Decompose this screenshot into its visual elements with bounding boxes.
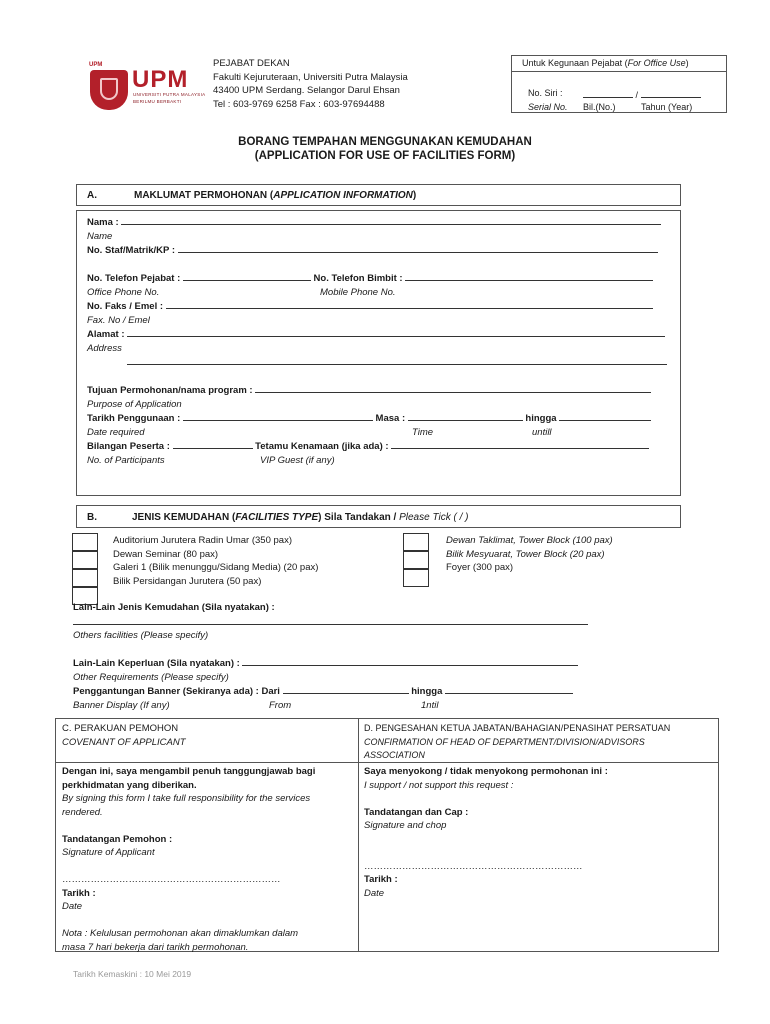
other-requirements-label-en: Other Requirements (Please specify): [73, 671, 229, 683]
updated-date: Tarikh Kemaskini : 10 Mei 2019: [73, 969, 192, 979]
section-d-header: [364, 722, 670, 763]
facility-checkbox-mesyuarat[interactable]: [403, 551, 429, 569]
logo-text: UPM: [132, 66, 189, 93]
banner-labels-en: Banner Display (If any) From 1ntil: [73, 699, 439, 711]
covenant-text-en: By signing this form I take full responsibility for the services: [62, 793, 311, 804]
shield-inner-icon: [100, 78, 118, 100]
section-c-title: C. PERAKUAN PEMOHON: [62, 723, 179, 734]
section-b-title: JENIS KEMUDAHAN (FACILITIES TYPE) Sila Tandakan / Please Tick ( / ): [132, 512, 469, 523]
tahun-label: Tahun (Year): [641, 102, 693, 112]
section-d-title: D. PENGESAHAN KETUA JABATAN/BAHAGIAN/PENASIHAT PERSATUAN: [364, 723, 671, 733]
address-row-2[interactable]: [87, 355, 667, 370]
form-title-english: (APPLICATION FOR USE OF FACILITIES FORM): [254, 149, 516, 162]
facility-item: Auditorium Jurutera Radin Umar (350 pax): [113, 535, 292, 546]
others-section: [73, 601, 588, 712]
facility-item: Galeri 1 (Bilik menunggu/Sidang Media) (20 pax): [113, 562, 319, 573]
applicant-date-label: Tarikh :: [62, 887, 96, 899]
banner-row[interactable]: Penggantungan Banner (Sekiranya ada) : Dari hingga: [73, 684, 588, 699]
purpose-label-en: Purpose of Application: [87, 398, 182, 410]
left-facility-list: [113, 534, 318, 588]
date-time-row[interactable]: Tarikh Penggunaan : Masa : hingga: [87, 411, 667, 426]
other-requirements-row[interactable]: Lain-Lain Keperluan (Sila nyatakan) :: [73, 656, 588, 671]
support-label: Saya menyokong / tidak menyokong permohonan ini :: [364, 766, 608, 777]
name-row[interactable]: Nama :: [87, 215, 667, 230]
participants-row[interactable]: Bilangan Peserta : Tetamu Kenamaan (jika ada) :: [87, 439, 667, 454]
head-signature-label: Tandatangan dan Cap :: [364, 806, 469, 818]
section-a-letter: A.: [87, 190, 97, 201]
facility-item: Dewan Taklimat, Tower Block (100 pax): [446, 535, 613, 546]
office-address: [213, 57, 408, 111]
phone-row[interactable]: No. Telefon Pejabat : No. Telefon Bimbit :: [87, 271, 667, 286]
support-label-en: I support / not support this request :: [364, 779, 514, 791]
name-label-en: Name: [87, 230, 113, 242]
date-time-labels-en: Date required Time untill: [87, 426, 552, 438]
section-d-title-en: CONFIRMATION OF HEAD OF DEPARTMENT/DIVISION/ADVISORS: [364, 736, 645, 747]
section-b-header: [76, 505, 681, 528]
facility-item: Bilik Persidangan Jurutera (50 pax): [113, 575, 262, 587]
head-date-label-en: Date: [364, 887, 385, 899]
address-row[interactable]: Alamat :: [87, 327, 667, 342]
address-label-en: Address: [87, 342, 122, 354]
section-a-header: [76, 184, 681, 206]
logo-subtitle: UNIVERSITI PUTRA MALAYSIA: [133, 92, 206, 97]
right-facility-list: [446, 534, 613, 575]
facility-item: Dewan Seminar (80 pax): [113, 548, 219, 560]
other-facilities-label: Lain-Lain Jenis Kemudahan (Sila nyatakan) :: [73, 602, 275, 613]
office-use-box: [511, 55, 727, 113]
logo-motto: BERILMU BERBAKTI: [133, 99, 182, 104]
phone-labels-en: Office Phone No. Mobile Phone No.: [87, 286, 396, 298]
serial-fields[interactable]: /: [583, 88, 701, 100]
covenant-text: perkhidmatan yang diberikan.: [62, 779, 197, 791]
section-d-body: [364, 765, 608, 900]
purpose-row[interactable]: Tujuan Permohonan/nama program :: [87, 383, 667, 398]
head-signature-line[interactable]: ……………………………………………………………: [364, 860, 583, 872]
address-line: Fakulti Kejuruteraan, Universiti Putra Malaysia: [213, 71, 408, 83]
section-a-title: MAKLUMAT PERMOHONAN (APPLICATION INFORMATION): [134, 190, 417, 201]
section-d-title-en: ASSOCIATION: [364, 750, 425, 760]
other-facilities-field[interactable]: [73, 615, 588, 630]
fax-email-row[interactable]: No. Faks / Emel :: [87, 299, 667, 314]
application-info-fields: [87, 215, 667, 467]
fax-label-en: Fax. No / Emel: [87, 314, 150, 326]
other-facilities-label-en: Others facilities (Please specify): [73, 630, 209, 641]
facility-item: Foyer (300 pax): [446, 562, 514, 573]
form-title-malay: BORANG TEMPAHAN MENGGUNAKAN KEMUDAHAN: [238, 136, 532, 148]
section-b-letter: B.: [87, 512, 97, 523]
covenant-text: Dengan ini, saya mengambil penuh tanggungjawab bagi: [62, 766, 316, 777]
facility-checkbox-taklimat[interactable]: [403, 533, 429, 551]
section-c-body: [62, 765, 315, 954]
bil-label: Bil.(No.): [583, 102, 616, 112]
applicant-signature-label: Tandatangan Pemohon :: [62, 833, 173, 845]
applicant-date-label-en: Date: [62, 901, 83, 912]
serial-label: No. Siri :: [528, 88, 563, 98]
address-line: Tel : 603-9769 6258 Fax : 603-97694488: [213, 98, 385, 110]
facility-checkbox-auditorium[interactable]: [72, 533, 98, 551]
address-line: 43400 UPM Serdang. Selangor Darul Ehsan: [213, 85, 400, 96]
office-use-title: Untuk Kegunaan Pejabat (For Office Use): [512, 56, 726, 72]
serial-label-en: Serial No.: [528, 102, 568, 112]
facility-checkbox-foyer[interactable]: [403, 569, 429, 587]
facility-checkbox-galeri[interactable]: [72, 569, 98, 587]
head-date-label: Tarikh :: [364, 874, 398, 885]
facility-checkbox-seminar[interactable]: [72, 551, 98, 569]
section-c-header: [62, 722, 186, 749]
approval-note: Nota : Kelulusan permohonan akan dimaklumkan dalam: [62, 928, 299, 939]
approval-note: masa 7 hari bekerja dari tarikh permohonan.: [62, 941, 249, 953]
address-line: PEJABAT DEKAN: [213, 58, 290, 69]
facility-item: Bilik Mesyuarat, Tower Block (20 pax): [446, 548, 605, 560]
section-c-title-en: COVENANT OF APPLICANT: [62, 736, 186, 748]
head-signature-label-en: Signature and chop: [364, 820, 447, 831]
applicant-signature-line[interactable]: ……………………………………………………………: [62, 874, 281, 885]
staff-id-row[interactable]: No. Staf/Matrik/KP :: [87, 243, 667, 258]
covenant-text-en: rendered.: [62, 806, 103, 818]
form-title: [0, 136, 770, 163]
participants-labels-en: No. of Participants VIP Guest (if any): [87, 454, 335, 466]
logo-small-text: UPM: [89, 62, 103, 68]
applicant-signature-label-en: Signature of Applicant: [62, 847, 155, 858]
